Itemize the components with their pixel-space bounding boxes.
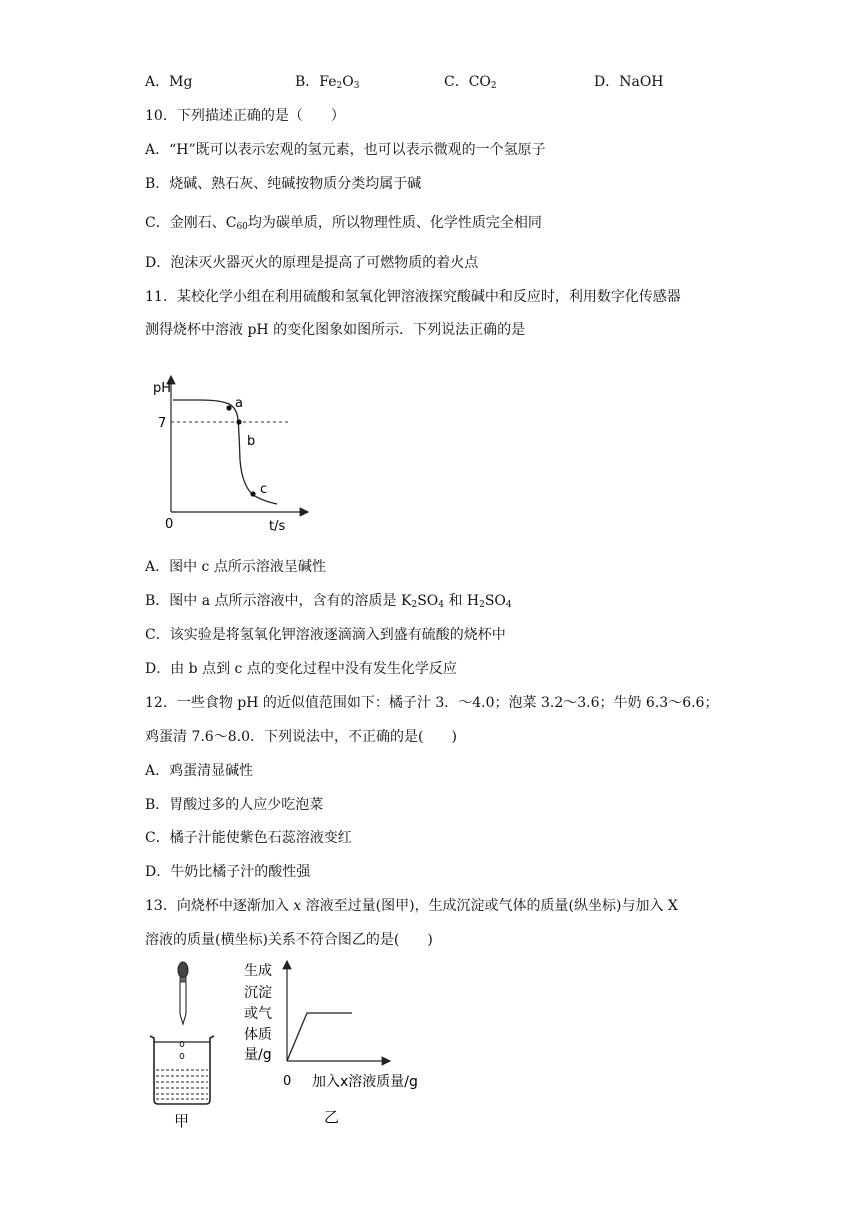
q10-option-c: C．金刚石、$C_{60}$均为碳单质，所以物理性质、化学性质完全相同 — [145, 215, 542, 232]
q11-point-b — [236, 419, 241, 424]
q13-yi-ylabel-3: 或气 — [244, 1006, 272, 1022]
q10-stem: 10．下列描述正确的是（ ） — [145, 108, 345, 124]
q11-option-c: C．该实验是将氢氧化钾溶液逐滴滴入到盛有硫酸的烧杯中 — [145, 627, 506, 643]
beaker-icon — [150, 1036, 214, 1104]
q11-point-c — [250, 491, 255, 496]
q12-stem-line2: 鸡蛋清 7.6～8.0．下列说法中，不正确的是( ) — [145, 729, 457, 745]
q12-option-b: B．胃酸过多的人应少吃泡菜 — [145, 797, 324, 813]
q10-option-d: D．泡沫灭火器灭火的原理是提高了可燃物质的着火点 — [145, 255, 479, 271]
q11-point-a — [226, 405, 231, 410]
q13-yi-ylabel-1: 生成 — [244, 963, 272, 979]
q13-yi-label: 乙 — [324, 1108, 340, 1126]
q13-figure-yi — [240, 955, 430, 1133]
q12-stem-line1: 12．一些食物 pH 的近似值范围如下：橘子汁 3．～4.0；泡菜 3.2～3.6；牛奶 6.3～6.6； — [145, 695, 719, 711]
q11-option-a: A．图中 c 点所示溶液呈碱性 — [145, 559, 326, 575]
q11-ph-chart — [145, 370, 315, 535]
q13-yi-ylabel-4: 体质 — [244, 1027, 272, 1043]
q12-option-d: D．牛奶比橘子汁的酸性强 — [145, 864, 311, 880]
q9-option-d: D．NaOH — [594, 74, 664, 90]
q11-label-c: c — [260, 482, 268, 497]
q10-option-b: B．烧碱、熟石灰、纯碱按物质分类均属于碱 — [145, 176, 422, 192]
q10-option-a: A．“H”既可以表示宏观的氢元素，也可以表示微观的一个氢原子 — [145, 142, 546, 158]
q13-stem-line1: 13．向烧杯中逐渐加入 x 溶液至过量(图甲)，生成沉淀或气体的质量(纵坐标)与加入 X — [145, 898, 678, 914]
q13-yi-ylabel-2: 沉淀 — [244, 985, 272, 1001]
q13-yi-ylabel-5: 量/g — [244, 1047, 272, 1063]
q11-stem-line2: 测得烧杯中溶液 pH 的变化图象如图所示．下列说法正确的是 — [145, 322, 526, 338]
q13-figure-jia — [140, 958, 230, 1133]
q9-option-c: C．$CO_2$ — [444, 74, 497, 91]
q11-stem-line1: 11．某校化学小组在利用硫酸和氢氧化钾溶液探究酸碱中和反应时，利用数字化传感器 — [145, 289, 681, 305]
q13-yi-xlabel: 加入x溶液质量/g — [312, 1074, 418, 1090]
q11-y-label: pH — [153, 381, 172, 396]
q9-option-a: A．Mg — [145, 74, 193, 90]
dropper-icon — [178, 962, 188, 1024]
q13-yi-curve — [287, 1013, 352, 1061]
q11-tick-7: 7 — [158, 416, 167, 431]
q12-option-a: A．鸡蛋清显碱性 — [145, 763, 254, 779]
q13-jia-label: 甲 — [174, 1112, 190, 1130]
q13-yi-origin: 0 — [283, 1074, 292, 1089]
q11-option-d: D．由 b 点到 c 点的变化过程中没有发生化学反应 — [145, 661, 457, 677]
q11-origin-label: 0 — [165, 517, 174, 532]
q11-x-label: t/s — [269, 519, 286, 534]
q13-stem-line2: 溶液的质量(横坐标)关系不符合图乙的是( ) — [145, 932, 433, 948]
q9-option-b: B．$Fe_2O_3$ — [295, 74, 360, 91]
q11-option-b: B．图中 a 点所示溶液中，含有的溶质是 $K_2SO_4$ 和 $H_2SO_4$ — [145, 593, 512, 610]
q11-label-b: b — [247, 434, 256, 449]
q12-option-c: C．橘子汁能使紫色石蕊溶液变红 — [145, 830, 352, 846]
q11-label-a: a — [235, 396, 243, 411]
